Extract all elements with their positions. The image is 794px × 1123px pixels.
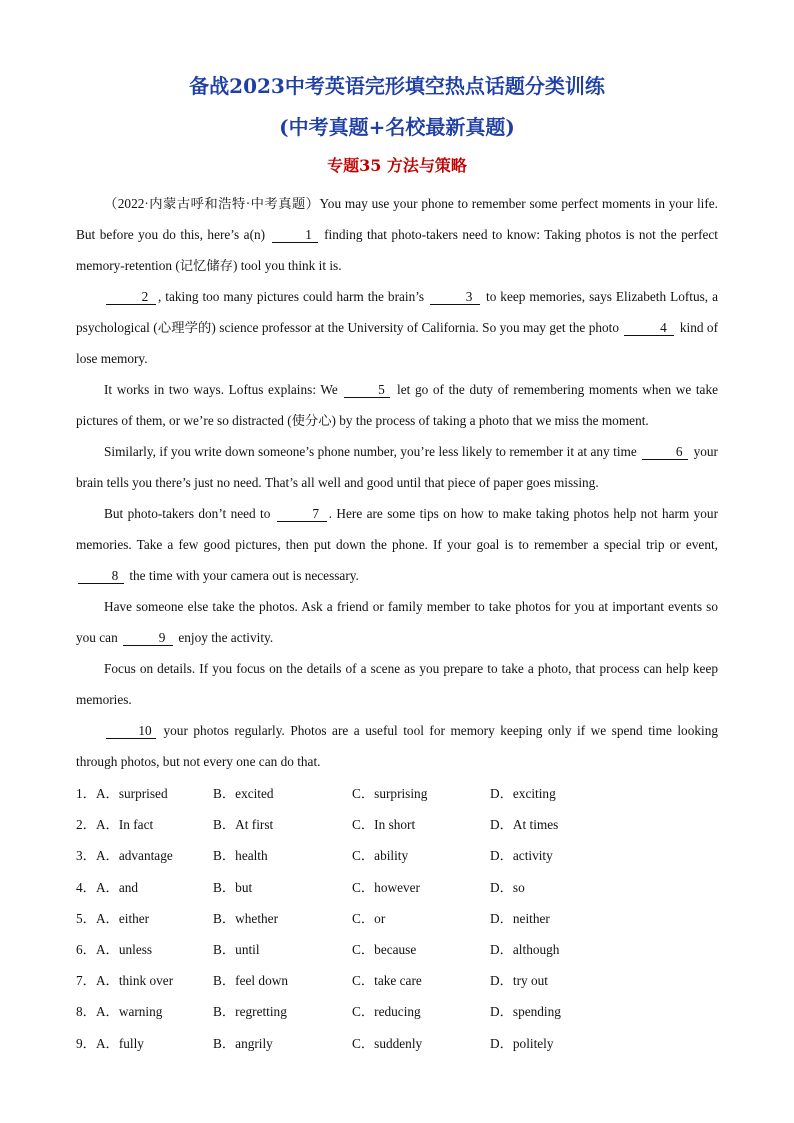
option-d: D．so <box>490 879 525 895</box>
option-c: C．or <box>352 910 386 926</box>
option-b: B．health <box>213 848 268 864</box>
question-row <box>76 965 718 996</box>
document-subtitle: (中考真题+名校最新真题) <box>279 115 515 139</box>
blank-9: 9 <box>123 630 173 646</box>
cloze-passage <box>76 188 718 777</box>
option-c: C．suddenly <box>352 1035 423 1051</box>
topic-heading: 专题35 方法与策略 <box>327 156 467 175</box>
document-title: 备战2023中考英语完形填空热点话题分类训练 <box>189 74 605 98</box>
blank-7: 7 <box>277 506 327 522</box>
option-a: 3．A．advantage <box>76 848 173 864</box>
option-d: D．try out <box>490 973 548 989</box>
blank-2: 2 <box>106 289 156 305</box>
question-row <box>76 778 718 809</box>
question-row <box>76 996 718 1027</box>
option-c: C．surprising <box>352 786 428 801</box>
option-c: C．because <box>352 941 417 957</box>
blank-3: 3 <box>430 289 480 305</box>
option-a: 2．A．In fact <box>76 817 154 833</box>
option-b: B．angrily <box>213 1035 273 1051</box>
option-b: B．but <box>213 879 253 895</box>
option-a: 7．A．think over <box>76 973 174 989</box>
paragraph-4: Similarly, if you write down someone’s phone number, you’re less likely to remember it at any time 6 your brain tells you there’s just no need. That’s all well and good until that piece of paper goes missing. <box>76 444 718 490</box>
paragraph-5: But photo-takers don’t need to 7 . Here are some tips on how to make taking photos help not harm your memories. Take a few good pictures, then put down the phone. If your goal is to remember a special trip or event, 8 the time with your camera out is necessary. <box>76 506 718 583</box>
question-row <box>76 934 718 965</box>
option-d: D．At times <box>490 817 559 833</box>
option-b: B．regretting <box>213 1004 287 1020</box>
paragraph-1: （2022·内蒙古呼和浩特·中考真题）You may use your phone to remember some perfect moments in your life. But before you do this, here’s a(n) 1 finding that photo-takers need to know: Taking photos is not the perfect memory-retention (记忆储存) tool you think it is. <box>76 196 718 273</box>
option-d: D．activity <box>490 848 553 864</box>
option-c: C．however <box>352 879 420 895</box>
option-b: B．At first <box>213 817 274 833</box>
option-b: B．until <box>213 941 260 957</box>
option-d: D．although <box>490 941 560 957</box>
paragraph-8: 10 your photos regularly. Photos are a useful tool for memory keeping only if we spend time looking through photos, but not every one can do that. <box>76 723 718 769</box>
option-d: D．neither <box>490 910 550 926</box>
option-d: D．politely <box>490 1035 554 1051</box>
question-row <box>76 872 718 903</box>
paragraph-7: Focus on details. If you focus on the details of a scene as you prepare to take a photo, that process can help keep memories. <box>76 661 718 707</box>
option-d: D．exciting <box>490 786 556 801</box>
option-c: C．reducing <box>352 1004 421 1020</box>
option-c: C．take care <box>352 973 422 989</box>
paragraph-6: Have someone else take the photos. Ask a friend or family member to take photos for you at important events so you can 9 enjoy the activity. <box>76 599 718 645</box>
question-row <box>76 903 718 934</box>
option-a: 5．A．either <box>76 910 150 926</box>
blank-4: 4 <box>624 320 674 336</box>
blank-1: 1 <box>272 227 318 243</box>
option-a: 1．A．surprised <box>76 786 168 801</box>
question-options <box>76 778 718 1059</box>
option-b: B．whether <box>213 910 278 926</box>
blank-10: 10 <box>106 723 156 739</box>
option-a: 9．A．fully <box>76 1035 144 1051</box>
question-row <box>76 840 718 871</box>
paragraph-3: It works in two ways. Loftus explains: We 5 let go of the duty of remembering moments when we take pictures of them, or we’re so distracted (使分心) by the process of taking a photo that we miss the moment. <box>76 382 718 428</box>
option-a: 4．A．and <box>76 879 139 895</box>
option-d: D．spending <box>490 1004 561 1020</box>
option-c: C．ability <box>352 848 409 864</box>
option-a: 8．A．warning <box>76 1004 163 1020</box>
option-a: 6．A．unless <box>76 941 153 957</box>
question-row <box>76 809 718 840</box>
option-c: C．In short <box>352 817 416 833</box>
question-row <box>76 1028 718 1059</box>
option-b: B．excited <box>213 786 274 801</box>
blank-5: 5 <box>344 382 390 398</box>
paragraph-2: 2 , taking too many pictures could harm the brain’s 3 to keep memories, says Elizabeth Loftus, a psychological (心理学的) science professor at the University of California. So you may get the photo 4 kind of lose memory. <box>76 289 718 366</box>
option-b: B．feel down <box>213 973 288 989</box>
blank-8: 8 <box>78 568 124 584</box>
blank-6: 6 <box>642 444 688 460</box>
